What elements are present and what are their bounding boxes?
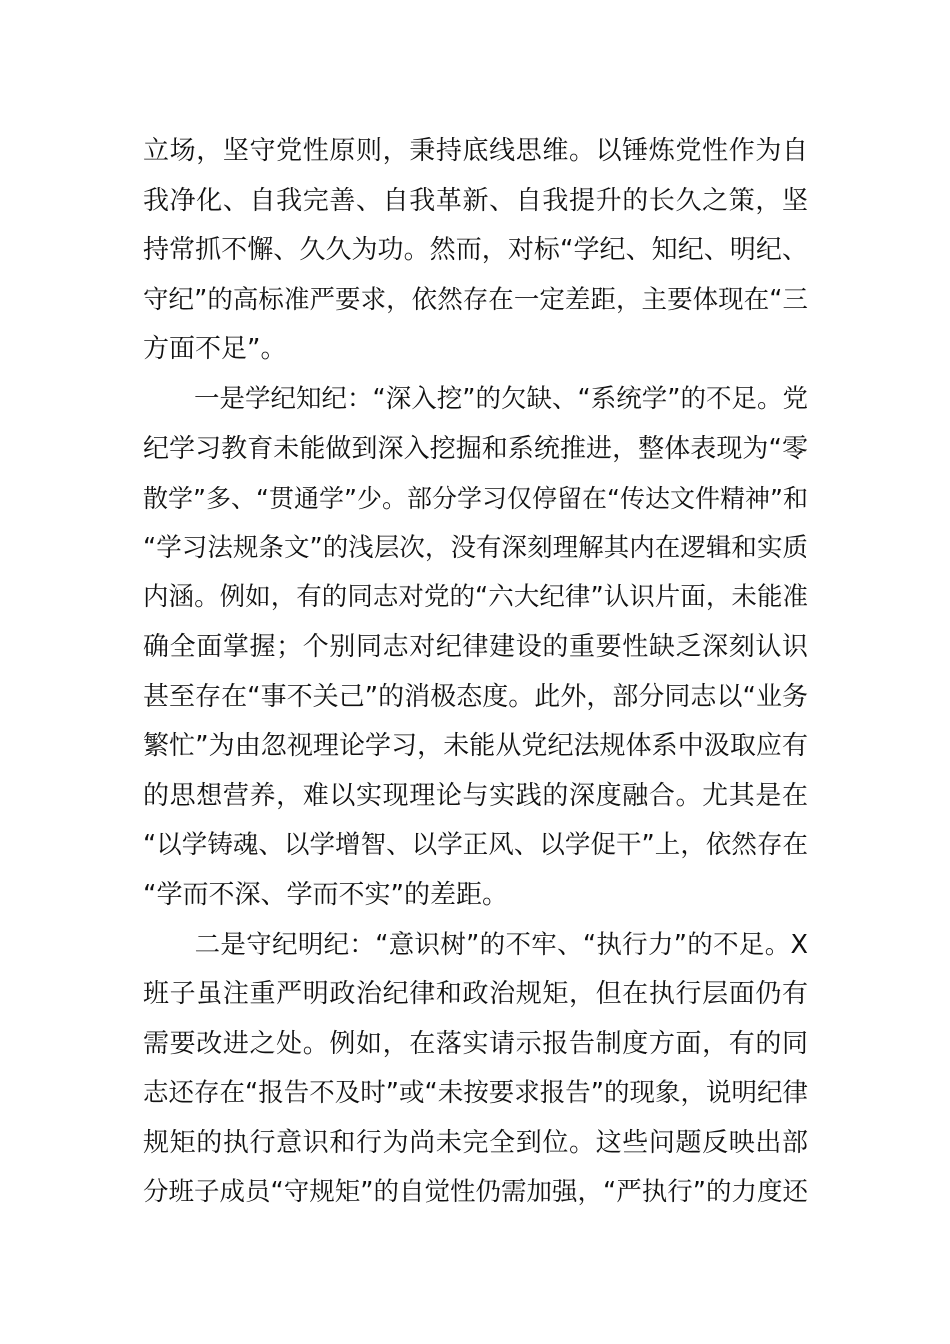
text-line: 的思想营养，难以实现理论与实践的深度融合。尤其是在 (143, 780, 808, 811)
text-line: 志还存在“报告不及时”或“未按要求报告”的现象，说明纪律 (143, 1078, 808, 1109)
text-line: 散学”多、“贯通学”少。部分学习仅停留在“传达文件精神”和 (143, 484, 808, 514)
text-line: 繁忙”为由忽视理论学习，未能从党纪法规体系中汲取应有 (143, 731, 808, 762)
text-line: 甚至存在“事不关己”的消极态度。此外，部分同志以“业务 (143, 681, 808, 712)
text-line: 内涵。例如，有的同志对党的“六大纪律”认识片面，未能准 (143, 582, 808, 613)
text-line: 立场，坚守党性原则，秉持底线思维。以锤炼党性作为自 (143, 136, 808, 166)
text-line: 一是学纪知纪：“深入挖”的欠缺、“系统学”的不足。党 (143, 383, 808, 414)
text-line: 需要改进之处。例如，在落实请示报告制度方面，有的同 (143, 1028, 808, 1059)
text-line: “学习法规条文”的浅层次，没有深刻理解其内在逻辑和实质 (143, 532, 808, 563)
text-line: 方面不足”。 (143, 334, 287, 365)
text-line: “学而不深、学而不实”的差距。 (143, 879, 508, 910)
text-line: 二是守纪明纪：“意识树”的不牢、“执行力”的不足。X (143, 929, 808, 960)
text-line: 纪学习教育未能做到深入挖掘和系统推进，整体表现为“零 (143, 433, 808, 464)
text-line: 守纪”的高标准严要求，依然存在一定差距，主要体现在“三 (143, 284, 808, 315)
text-line: 分班子成员“守规矩”的自觉性仍需加强，“严执行”的力度还 (143, 1177, 808, 1208)
text-line: 我净化、自我完善、自我革新、自我提升的长久之策，坚 (143, 185, 808, 216)
text-line: 班子虽注重严明政治纪律和政治规矩，但在执行层面仍有 (143, 979, 808, 1010)
text-line: 规矩的执行意识和行为尚未完全到位。这些问题反映出部 (143, 1127, 808, 1158)
text-line: 确全面掌握；个别同志对纪律建设的重要性缺乏深刻认识 (143, 631, 808, 662)
text-line: 持常抓不懈、久久为功。然而，对标“学纪、知纪、明纪、 (143, 235, 808, 266)
body-text (143, 127, 808, 1218)
text-line: “以学铸魂、以学增智、以学正风、以学促干”上，依然存在 (143, 830, 808, 861)
